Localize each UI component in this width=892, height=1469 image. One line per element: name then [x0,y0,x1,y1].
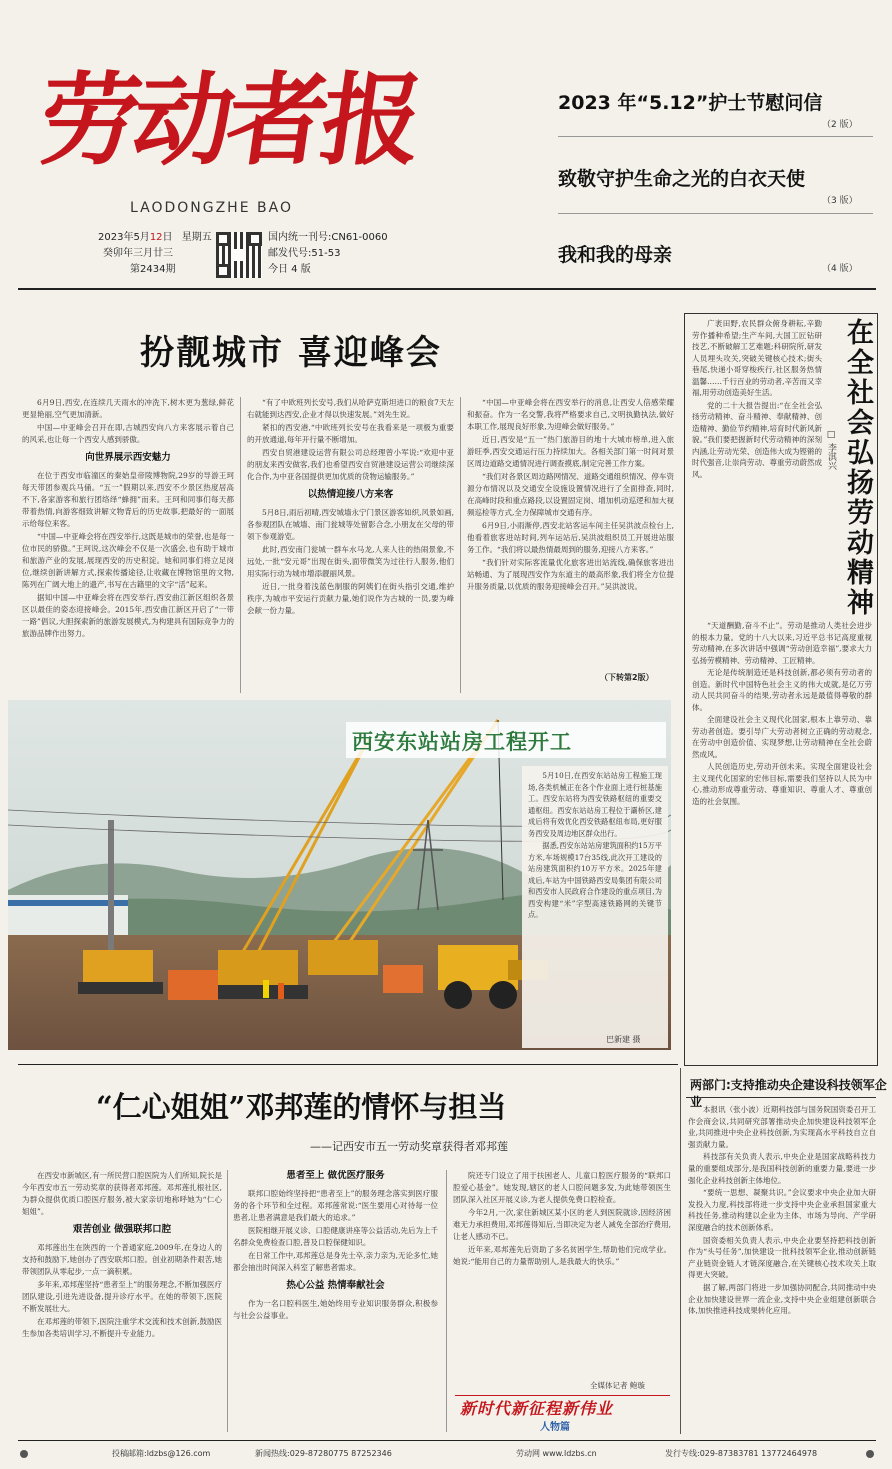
lead-p13: 近日,西安是“五一”热门旅游目的地十大城市榜单,进入旅游旺季,西安交通运行压力持续加大。各相关部门第一时间对景区周边道路交通情况进行调查摸底,制定完善工作方案。 [467,435,674,468]
news-p5: 据了解,两部门将进一步加强协同配合,共同推动中央企业加快建设世界一流企业,支持中央企业组建创新联合体,加快推进科技成果转化应用。 [688,1282,876,1316]
feature-p1: 在西安市新城区,有一所民营口腔医院为人们所知,院长是今年西安市五一劳动奖章的获得者邓邦莲。邓邦莲扎根社区,为群众提供优质口腔医疗服务,被大家亲切地称呼她为“仁心姐姐”。 [22,1171,222,1216]
column-logo-title: 新时代新征程新伟业 [460,1399,614,1418]
divider [558,136,873,137]
feature-col-1 [22,1170,222,1430]
headline-3-page: （4 版） [822,264,858,274]
feature-p9: 院还专门设立了用于扶困老人、儿童口腔医疗服务的“联邦口腔爱心基金”。她发现,辖区的老人口腔问题多发,为此她带领医生团队深入社区开展义诊,为老人提供免费口腔检查。 [453,1171,671,1204]
feature-author: 全媒体记者 鲍璇 [590,1381,645,1390]
photo-title[interactable]: 西安东站站房工程开工 [352,729,572,754]
date-day: 12 [149,232,163,243]
column-logo-subtitle: 人物篇 [540,1422,570,1433]
headline-2[interactable]: 致敬守护生命之光的白衣天使 [558,168,806,190]
news-body [688,1104,876,1429]
headline-2-page: （3 版） [822,196,858,206]
feature-sub1: 艰苦创业 做强联邦口腔 [72,1224,172,1235]
section-rule [18,1064,678,1065]
footer-rule [18,1440,876,1441]
lead-p9: 5月8日,雨后初晴,西安城墙永宁门景区游客如织,风景如画,各参观团队在城墙、南门瓮城等处留影合念,小朋友在父母的带领下参观游览。 [247,508,454,541]
feature-p10: 今年2月,一次,家住新城区某小区的老人到医院就诊,因经济困难无力承担费用,邓邦莲得知后,当即决定为老人减免全部治疗费用,让老人感动不已。 [453,1208,671,1241]
lead-sub1: 向世界展示西安魅力 [85,452,171,463]
lead-p8: 西安自贸港建设运营有限公司总经理曾小军说:“欢迎中亚的朋友来西安做客,我们也希望西安自贸港建设运营公司继续深化合作,为中亚各国提供更加优质的货物运输服务。” [247,448,454,481]
lead-p14: “我们对各景区周边路网情况、道路交通组织情况、停车资源分布情况以及交通安全设施设置情况进行了全面排查,同时,在高峰时段和重点路段,以设置固定岗、增加机动巡逻和加大视频巡检等方式,全力保障城市交通有序。 [467,472,674,517]
lunar-date: 癸卯年三月廿三 [103,248,173,259]
masthead-date [98,230,212,246]
lead-p7: 紧扣的西安港,“中欧班列长安号在我看来是一项极为重要的开放通道,每年开行量不断增加。 [247,423,454,444]
feature-sub2: 患者至上 做优医疗服务 [286,1170,385,1181]
divider [460,397,461,693]
editorial-p5: 全面建设社会主义现代化国家,根本上靠劳动、靠劳动者创造。要引导广大劳动者树立正确的劳动观念,在劳动中创造价值、实现梦想,让劳动精神在全社会蔚然成风。 [692,715,872,759]
feature-p11: 近年来,邓邦莲先后资助了多名贫困学生,帮助他们完成学业。她说:“能用自己的力量帮助别人,是我最大的快乐。” [453,1245,671,1266]
lead-p1: 6月9日,西安,在连续几天雨水的冲洗下,树木更为葱绿,鲜花更显艳丽,空气更加清新。 [22,398,234,419]
feature-sub3: 热心公益 热情奉献社会 [286,1280,385,1291]
news-p3: “要统一思想、凝聚共识。”会议要求中央企业加大研发投入力度,科技部将进一步支持中央企业承担国家重大科技任务,推动构建以企业为主体、市场为导向、产学研深度融合的技术创新体系。 [688,1188,876,1232]
lead-col-3 [467,397,674,669]
photo-caption [528,770,662,1030]
lead-sub2: 以热情迎接八方来客 [307,489,394,500]
feature-col-2 [233,1170,438,1430]
feature-p5: 联邦口腔始终坚持把“患者至上”的服务理念落实到医疗服务的各个环节和全过程。邓邦莲常说:“医生要用心对待每一位患者,让患者满意是我们最大的追求。” [233,1189,438,1222]
weekday: 星期五 [181,232,212,243]
feature-col-3 [453,1170,671,1385]
masthead-pinyin: LAODONGZHE BAO [130,200,293,216]
feature-p7: 在日常工作中,邓邦莲总是身先士卒,亲力亲为,无论多忙,她都会抽出时间深入科室了解患者需求。 [233,1251,438,1272]
lead-p3: 在位于西安市临潼区的秦始皇帝陵博物院,29岁的导游王珂每天带团参观兵马俑。“五一”假期以来,西安不少景区热度居高不下,各家游客和旅行团络绎“蜂拥”而来。王珂和同事们每天都带着热情,向游客细致讲解文物背后的历史故事,把最好的一面展示给每位来客。 [22,471,234,528]
lead-p12: “中国—中亚峰会将在西安举行的消息,让西安人倍感荣耀和振奋。作为一名交警,我将严格要求自己,文明执勤执法,做好本职工作,展现良好形象,为迎峰会做好服务。” [467,398,674,431]
feature-subtitle: ——记西安市五一劳动奖章获得者邓邦莲 [310,1140,508,1153]
editorial-title[interactable]: 在全社会弘扬劳动精神 [842,318,873,618]
editorial-p4: 无论是传统制造还是科技创新,都必须有劳动者的创造。新时代中国特色社会主义的伟大成就,是亿万劳动人民共同奋斗的结果,劳动者永远是最值得尊敬的群体。 [692,668,872,712]
lead-p16: “我们针对实际客流量优化旅客进出站流线,确保旅客进出站畅通、为了展现西安作为东道主的最高形象,我们将全方位提升服务质量,以优质的服务迎接峰会召开。”吴洪波说。 [467,558,674,591]
editorial-author: □ 李淇兴 [826,430,836,470]
feature-title[interactable]: “仁心姐姐”邓邦莲的情怀与担当 [96,1090,507,1124]
footer-hotline: 新闻热线:029-87280775 87252346 [255,1449,392,1458]
footer-dot-icon [20,1450,28,1458]
lead-title[interactable]: 扮靓城市 喜迎峰会 [140,333,442,373]
headline-1[interactable]: 2023 年“5.12”护士节慰问信 [558,92,823,114]
lead-p11: 近日,一批身着浅蓝色制服的阿姨们在街头指引交通,维护秩序,为城市平安运行贡献力量,她们说作为古城的一员,要为峰会献一份力量。 [247,582,454,615]
editorial-p1: 广袤田野,农民群众俯身耕耘,辛勤劳作播种希望;生产车间,大国工匠钻研技艺,不断破解工艺难题;科研院所,研发人员埋头攻关,突破关键核心技术;街头巷尾,快递小哥穿梭疾行,社区服务热情温馨……千行百业的劳动者,辛苦而又幸福,用劳动创造美好生活。 [692,319,822,397]
photo-credit: 巴新建 摄 [606,1035,641,1044]
headline-1-page: （2 版） [822,120,858,130]
editorial-p2: 党的二十大报告提出:“在全社会弘扬劳动精神、奋斗精神、奉献精神、创造精神、勤俭节约精神,培育时代新风新貌。”我们要把握新时代劳动精神的深刻内涵,让劳动光荣、创造伟大成为铿锵的时代强音,让崇尚劳动、尊重劳动蔚然成风。 [692,400,822,479]
photo-caption-p2: 据悉,西安东站站房建筑面积约15万平方米,车场规模17台35线,此次开工建设的站房建筑面积约10万平方米。2025年建成后,车站为中国铁路西安局集团有限公司和西安市人民政府合作建设的重点项目,为西安构建“米”字型高速铁路网的关键节点。 [528,841,662,919]
news-p4: 国资委相关负责人表示,中央企业要坚持把科技创新作为“头号任务”,加快建设一批科技领军企业,推动创新链产业链资金链人才链深度融合,在关键核心技术攻关上取得更大突破。 [688,1235,876,1280]
photo-caption-p1: 5月10日,在西安东站站房工程施工现场,各类机械正在各个作业面上进行桩基施工。西安东站将为西安铁路枢纽的重要交通枢纽。西安东站站房工程位于灞桥区,建成后将有效优化西安铁路枢纽布局,更好服务西安及周边地区群众出行。 [528,771,662,838]
lead-p10: 此时,西安南门瓮城一群车水马龙,人来人往的热闹景象,不远处,一批“安元哥”出现在街头,面带微笑为过往行人服务,他们用实际行动为城市增添靓丽风景。 [247,545,454,578]
feature-p6: 医院相继开展义诊、口腔健康讲座等公益活动,先后为上千名群众免费检查口腔,普及口腔保健知识。 [233,1226,438,1247]
continued-note[interactable]: （下转第2版） [600,673,654,682]
feature-p8: 作为一名口腔科医生,她始终用专业知识服务群众,积极参与社会公益事业。 [233,1299,438,1320]
footer-website[interactable]: 劳动网 www.ldzbs.cn [516,1449,597,1458]
feature-p4: 在邓邦莲的带领下,医院注重学术交流和技术创新,鼓励医生参加各类培训学习,不断提升专业能力。 [22,1317,222,1338]
lead-col-1 [22,397,234,697]
footer-dot-icon [866,1450,874,1458]
page-count: 今日 4 版 [268,264,311,275]
news-p1: 本报讯（张小波）近期科技部与国务院国资委召开工作会商会议,共同研究部署推动央企加快建设科技领军企业,共同推进中央企业科技创新,为实现高水平科技自立自强贡献力量。 [688,1105,876,1149]
masthead-logo: 劳动者报 [31,61,425,179]
news-title[interactable]: 两部门:支持推动央企建设科技领军企业 [690,1078,887,1109]
news-p2: 科技部有关负责人表示,中央企业是国家战略科技力量的重要组成部分,是我国科技创新的重要力量,要进一步强化企业科技创新主体地位。 [688,1152,876,1185]
footer-distribution: 发行专线:029-87383781 13772464978 [665,1449,818,1458]
cn-number: 国内统一刊号:CN61-0060 [268,232,388,243]
lead-p4: “中国—中亚峰会将在西安举行,这既是城市的荣誉,也是每一位市民的骄傲。”王珂说,这次峰会不仅是一次盛会,也有助于城市和旅游产业的发展,展现西安的历史积淀。她和同事们将立足岗位,继续创新讲解方式,探索传播途径,让收藏在博物馆里的文物,陈列在广阔大地上的遗产,书写在古籍里的文字“活”起来。 [22,532,234,589]
feature-p2: 邓邦莲出生在陕西的一个普通家庭,2009年,在身边人的支持和鼓励下,她创办了西安联邦口腔。创业初期条件艰苦,她带领团队从零起步,一点一滴积累。 [22,1243,222,1276]
editorial-p6: 人民创造历史,劳动开创未来。实现全面建设社会主义现代化国家的宏伟目标,需要我们坚持以人民为中心,推动形成尊重劳动、尊重知识、尊重人才、尊重创造的社会氛围。 [692,762,872,806]
lead-col-2 [247,397,454,697]
divider [240,397,241,693]
divider [227,1170,228,1432]
feature-p3: 多年来,邓邦莲坚持“患者至上”的服务理念,不断加强医疗团队建设,引进先进设备,提升诊疗水平。在她的带领下,医院不断发展壮大。 [22,1280,222,1313]
date-suffix: 日 [162,232,173,243]
editorial-col-top [692,318,822,618]
footer-email[interactable]: 投稿邮箱:ldzbs@126.com [112,1449,211,1458]
editorial-col-bottom [692,620,872,1060]
date-prefix: 2023年5月 [98,232,150,243]
divider [680,1068,681,1434]
postal-code: 邮发代号:51-53 [268,248,341,259]
lead-p6: “有了中欧班列长安号,我们从哈萨克斯坦进口的粮食7天左右就能到达西安,企业才得以快速发展。”刘先生说。 [247,398,454,419]
issue-number: 第2434期 [130,264,176,275]
divider [446,1170,447,1432]
divider [558,213,873,214]
headline-3[interactable]: 我和我的母亲 [558,244,673,266]
lead-p5: 据知中国—中亚峰会将在西安举行,西安曲江新区组织各景区以最佳的姿态迎接峰会。2015年,西安曲江新区开启了“一带一路”倡议,大胆探索新的旅游发展模式,为构建具有国际竞争力的旅游品牌作出努力。 [22,593,234,638]
lead-p2: 中国—中亚峰会召开在即,古城西安向八方来客展示着自己的风采,也让每一个西安人感到骄傲。 [22,423,234,444]
qr-code-icon [216,232,262,278]
editorial-p3: “天道酬勤,奋斗不止”。劳动是推动人类社会进步的根本力量。党的十八大以来,习近平总书记高度重视劳动精神,在多次讲话中强调“劳动创造幸福”,要求大力弘扬劳模精神、劳动精神、工匠精神。 [692,621,872,665]
lead-p15: 6月9日,小雨渐停,西安北站客运车间主任吴洪波点检台上,他看着旅客进站时间,列车运站后,吴洪波组织员工开展进站服务工作。“我们将以最热情最周到的服务,迎接八方来客。” [467,521,674,554]
masthead-rule [18,288,876,290]
